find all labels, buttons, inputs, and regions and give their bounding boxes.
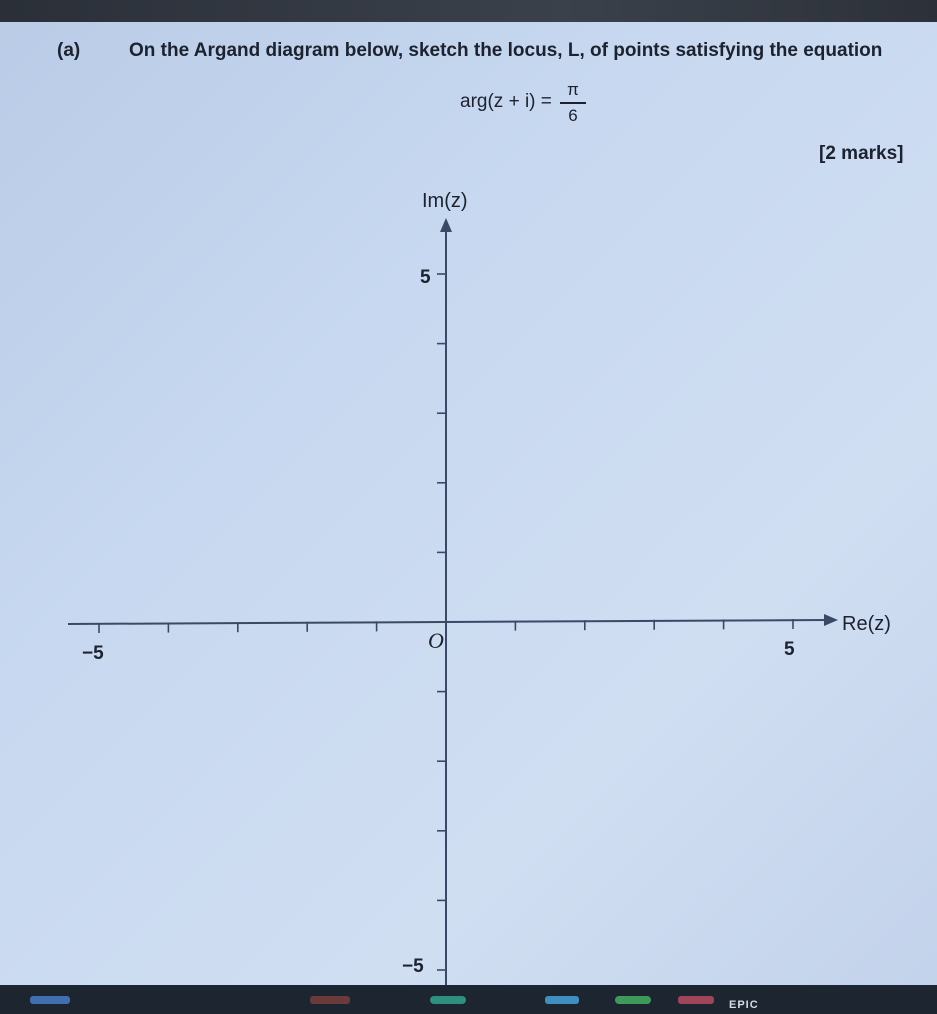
taskbar-app-icon[interactable] bbox=[545, 996, 579, 1004]
fraction-numerator: π bbox=[567, 80, 579, 99]
x-tick-label-neg5: −5 bbox=[82, 643, 104, 664]
question-number: (a) bbox=[57, 40, 81, 61]
origin-label: O bbox=[428, 628, 444, 653]
y-tick-label-neg5: −5 bbox=[402, 956, 424, 977]
taskbar-app-icon[interactable] bbox=[430, 996, 466, 1004]
question-prompt: On the Argand diagram below, sketch the locus, L, of points satisfying the equation bbox=[129, 40, 883, 61]
im-axis-label: Im(z) bbox=[422, 190, 468, 212]
equation-lhs: arg(z + i) = bbox=[460, 91, 552, 112]
y-tick-label-5: 5 bbox=[420, 267, 431, 288]
taskbar-app-icon[interactable] bbox=[30, 996, 70, 1004]
fraction-denominator: 6 bbox=[568, 106, 578, 125]
imaginary-axis-arrow-icon bbox=[440, 218, 452, 232]
taskbar-app-icon[interactable] bbox=[615, 996, 651, 1004]
re-axis-label: Re(z) bbox=[842, 613, 891, 635]
taskbar-app-icon[interactable] bbox=[678, 996, 714, 1004]
taskbar-epic-label[interactable]: EPIC bbox=[729, 999, 759, 1011]
taskbar bbox=[0, 985, 937, 1014]
real-axis-arrow-icon bbox=[824, 614, 838, 626]
x-tick-label-5: 5 bbox=[784, 639, 795, 660]
taskbar-app-icon[interactable] bbox=[310, 996, 350, 1004]
marks-label: [2 marks] bbox=[819, 143, 904, 164]
